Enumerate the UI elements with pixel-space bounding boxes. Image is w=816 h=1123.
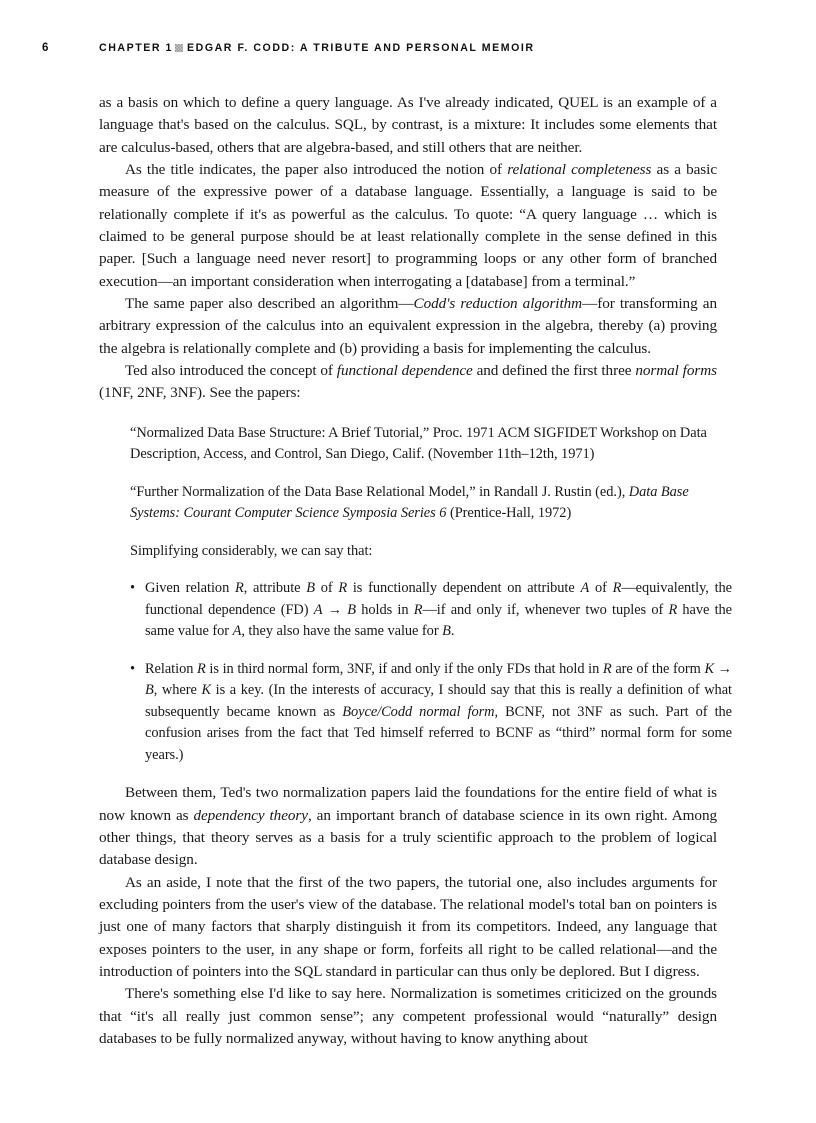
list-item-text: , where [153,682,202,699]
citation-2-emphasis-1: Data Base Systems: Courant Computer Science Symposia Series 6 [130,483,689,522]
citation-1-text: “Normalized Data Base Structure: A Brief Tutorial,” Proc. 1971 ACM SIGFIDET Workshop on Data Description, Access, and Control, San Diego, Calif. (November 11th–12th, 1971) [130,424,707,463]
paragraph-3-run-1: The same paper also described an algorithm— [125,295,414,313]
list-item-text: —equivalently, the functional dependence (FD) [145,580,732,618]
list-item-text: is functionally dependent on attribute [347,580,581,597]
list-item-text: —if and only if, whenever two tuples of [422,601,669,618]
paragraph-3 [99,293,717,360]
paragraph-1-text: as a basis on which to define a query language. As I've already indicated, QUEL is an example of a language that's based on the calculus. SQL, by contrast, is a mixture: It includes some elements that are calculus-based, others that are algebra-based, and still others that are neither. [99,94,717,156]
checkered-square-icon [175,44,183,52]
paragraph-7 [99,983,717,1050]
paragraph-5-run-2: , an important branch of database science in its own right. Among other things, that theory serves as a basis for a truly scientific approach to the problem of logical database design. [99,806,718,869]
citation-1 [130,423,717,466]
list-item-variable: R [234,580,244,597]
bullet-list [99,578,733,766]
list-item-text: Given relation [145,580,235,597]
list-item-variable: B [442,623,451,640]
citation-2-run-2: (Prentice-Hall, 1972) [446,505,572,522]
list-item-variable: A [313,601,323,618]
list-item-text: . [450,623,455,640]
list-item-text: , BCNF, not 3NF as such. Part of the confusion arises from the fact that Ted himself referred to BCNF as “third” normal form for some years.) [145,703,732,763]
list-item-variable: R [197,660,206,677]
list-item-variable: B [347,601,356,618]
list-item-text: of [589,580,613,597]
list-item-variable: B [306,580,315,597]
list-item-variable: A [580,580,590,597]
list-item-text: of [314,580,339,597]
list-item-variable: B [145,682,154,699]
page-number: 6 [42,42,49,54]
list-item-text: is in third normal form, 3NF, if and only if the only FDs that hold in [205,660,603,677]
paragraph-4 [99,360,717,405]
bullet-marker-icon: • [130,660,135,677]
list-item-variable: R [612,580,622,597]
list-item-text: → [322,601,348,618]
list-item-text: is a key. (In the interests of accuracy, I should say that this is really a definition of what subsequently became known as [145,682,732,720]
list-item-variable: R [338,580,348,597]
paragraph-2 [99,159,717,293]
list-item-text: Relation [145,660,198,677]
list-item-variable: Boyce/Codd normal form [342,703,495,720]
list-item-variable: R [668,601,678,618]
paragraph-3-run-2: —for transforming an arbitrary expression of the calculus into an equivalent expression in the algebra, thereby (a) proving the algebra is relationally complete and (b) providing a basis for implementing the calculus. [99,295,717,357]
list-item-variable: A [232,623,242,640]
paragraph-6-text: As an aside, I note that the first of the two papers, the tutorial one, also includes arguments for excluding pointers from the user's view of the database. The relational model's total ban on pointers is just one of many factors that sharply distinguish it from its competitors. Indeed, any language that exposes pointers to the user, in any shape or form, forfeits all right to be called relational—and the introduction of pointers into the SQL standard in particular can thus only be deplored. But I digress. [99,873,717,981]
list-item-text: → [714,660,733,677]
paragraph-1 [99,92,717,159]
paragraph-4-run-3: (1NF, 2NF, 3NF). See the papers: [99,384,301,402]
list-item-variable: R [413,601,423,618]
running-head [0,40,816,60]
bullet-marker-icon: • [130,580,135,597]
chapter-label: CHAPTER 1 [99,42,173,54]
paragraph-3-emphasis-1: Codd's reduction algorithm [413,295,583,313]
paragraph-4-emphasis-2: normal forms [635,362,717,380]
list-item-variable: K [201,682,212,699]
list-item [130,659,732,767]
paragraph-4-emphasis-1: functional dependence [336,362,473,380]
list-item-variable: R [602,660,612,677]
running-head-title [99,40,535,56]
citation-2-run-1: “Further Normalization of the Data Base Relational Model,” in Randall J. Rustin (ed.), [130,483,629,500]
chapter-title: EDGAR F. CODD: A TRIBUTE AND PERSONAL MEMOIR [187,42,535,54]
list-item-text: , attribute [243,580,307,597]
paragraph-6 [99,872,717,984]
paragraph-5 [99,782,717,871]
list-lead-in: Simplifying considerably, we can say that: [130,542,373,559]
list-item-variable: K [704,660,715,677]
list-item-text: holds in [356,601,414,618]
paragraph-2-run-1: As the title indicates, the paper also introduced the notion of [125,161,508,179]
paragraph-7-text: There's something else I'd like to say here. Normalization is sometimes criticized on the grounds that “it's all really just common sense”; any competent professional would “naturally” design databases to be fully normalized anyway, without having to know anything about [99,985,717,1048]
list-item-text: are of the form [611,660,705,677]
citation-2 [130,482,717,525]
paragraph-4-run-1: Ted also introduced the concept of [125,362,337,380]
list-item [130,578,732,643]
list-item-text: , they also have the same value for [241,623,443,640]
list-item-text: have the same value for [145,601,733,640]
paragraph-5-emphasis-1: dependency theory [193,806,308,824]
paragraph-5-run-1: Between them, Ted's two normalization papers laid the foundations for the entire field of what is now known as [99,784,717,824]
paragraph-4-run-2: and defined the first three [472,362,636,380]
paragraph-2-emphasis-1: relational completeness [507,161,652,179]
text-column [99,92,733,1050]
paragraph-2-run-2: as a basic measure of the expressive power of a database language. Essentially, a language is said to be relationally complete if it's as powerful as the calculus. To quote: “A query language … which is claimed to be general purpose should be at least relationally complete in the sense defined in this paper. [Such a language need never resort] to programming loops or any other form of branched execution—an important consideration when interrogating a [database] from a terminal.” [99,161,717,290]
